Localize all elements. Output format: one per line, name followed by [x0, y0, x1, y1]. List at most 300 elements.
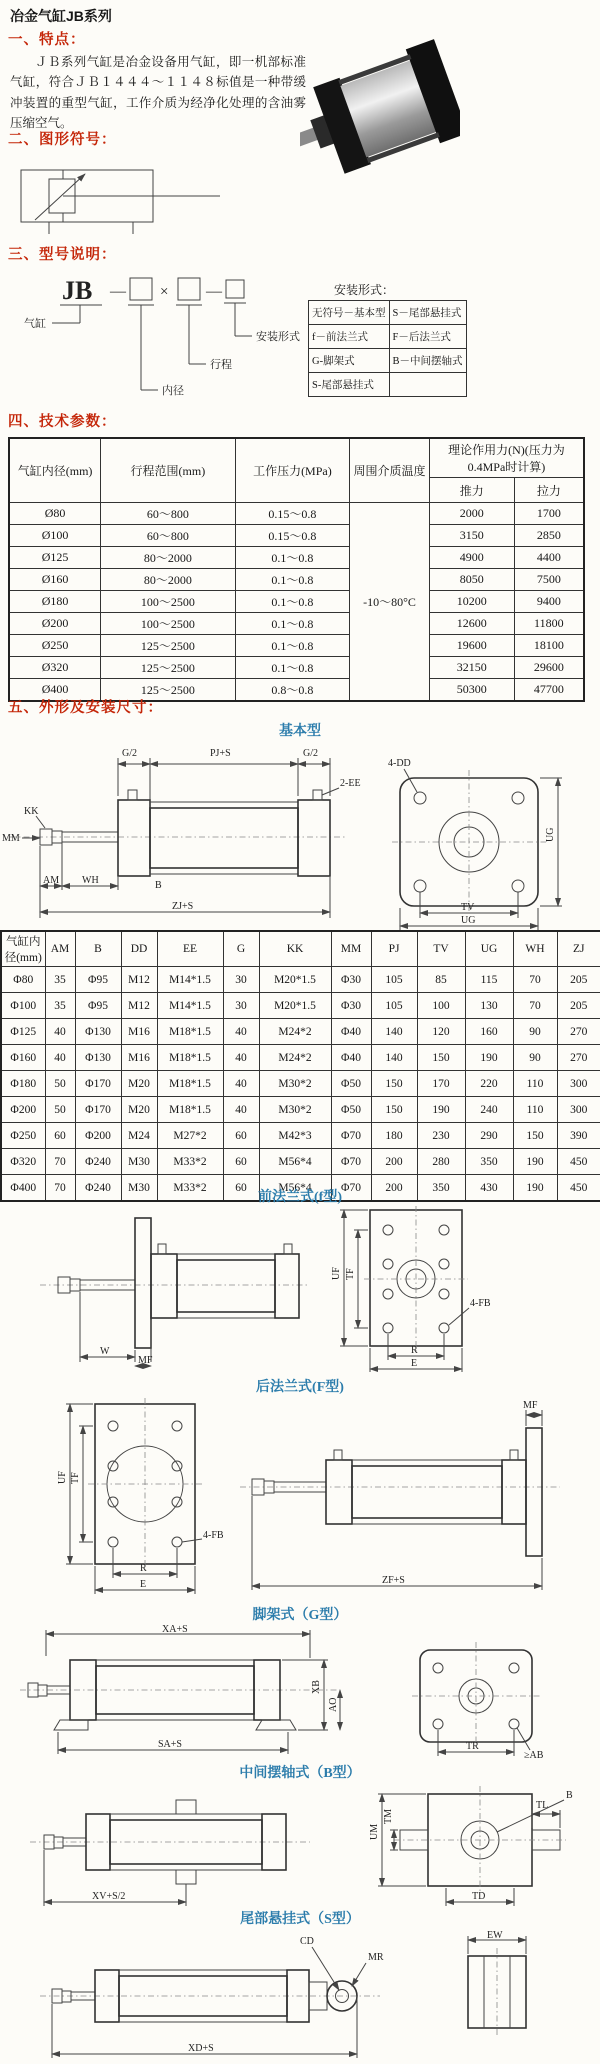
table-cell: 无符号－基本型	[309, 301, 390, 325]
table-cell: 0.1～0.8	[235, 569, 350, 591]
table-cell: 205	[557, 993, 600, 1019]
dim-uf: UF	[57, 1471, 68, 1484]
table-cell: 60	[223, 1123, 259, 1149]
table-cell: Φ50	[331, 1071, 371, 1097]
dim-tl: TL	[536, 1800, 549, 1811]
label-bore: 内径	[162, 385, 184, 397]
table-cell: 47700	[514, 679, 584, 702]
table-cell: Ø80	[9, 503, 101, 525]
table-cell: 2000	[429, 503, 514, 525]
col-header: WH	[513, 931, 557, 967]
table-cell: Φ180	[1, 1071, 45, 1097]
table-cell: 150	[371, 1071, 417, 1097]
table-cell: M16	[121, 1019, 157, 1045]
table-cell: Φ40	[331, 1045, 371, 1071]
tech-header-row	[9, 438, 584, 478]
dim-w: W	[100, 1346, 110, 1357]
table-cell: M18*1.5	[157, 1019, 223, 1045]
dim-ug-side: UG	[545, 827, 556, 842]
table-cell: Φ30	[331, 993, 371, 1019]
clevis-drawing	[0, 1930, 600, 2064]
col-header-bore: 气缸内径(mm)	[9, 438, 101, 503]
table-cell: M18*1.5	[157, 1097, 223, 1123]
table-cell: 300	[557, 1071, 600, 1097]
table-cell: 80～2000	[101, 547, 235, 569]
dim-xb: XB	[311, 1680, 322, 1694]
table-cell: Φ250	[1, 1123, 45, 1149]
section-heading-tech: 四、技术参数：	[8, 414, 117, 430]
table-cell: Φ30	[331, 967, 371, 993]
table-cell: 130	[465, 993, 513, 1019]
table-cell: 40	[45, 1045, 75, 1071]
col-header: ZJ	[557, 931, 600, 967]
table-row	[309, 301, 467, 325]
dim-ug-bottom: UG	[461, 915, 476, 926]
page-title: 冶金气缸JB系列	[10, 8, 112, 24]
table-cell: 60	[223, 1175, 259, 1202]
dim-mm: MM	[2, 833, 20, 844]
table-row	[9, 503, 584, 525]
table-cell: 0.15～0.8	[235, 525, 350, 547]
mount-table-title: 安装形式：	[334, 283, 395, 297]
table-cell: 200	[371, 1149, 417, 1175]
table-cell: Φ320	[1, 1149, 45, 1175]
table-cell: Φ200	[75, 1123, 121, 1149]
table-cell: 115	[465, 967, 513, 993]
table-cell: 90	[513, 1045, 557, 1071]
table-cell: 32150	[429, 657, 514, 679]
dim-tm: TM	[383, 1809, 394, 1824]
dim-xd-s: XD+S	[188, 2043, 214, 2054]
table-row	[1, 1123, 600, 1149]
table-cell: 110	[513, 1097, 557, 1123]
table-cell: 2850	[514, 525, 584, 547]
table-cell: 0.1～0.8	[235, 591, 350, 613]
table-cell: 205	[557, 967, 600, 993]
drawing-heading-clevis: 尾部悬挂式（S型）	[240, 1912, 360, 1927]
table-row	[309, 349, 467, 373]
table-cell: Φ100	[1, 993, 45, 1019]
trunnion-drawing	[0, 1784, 600, 1915]
table-cell: 1700	[514, 503, 584, 525]
table-cell: Φ80	[1, 967, 45, 993]
table-cell: 12600	[429, 613, 514, 635]
table-cell: M24	[121, 1123, 157, 1149]
table-cell: 290	[465, 1123, 513, 1149]
table-cell: 70	[45, 1149, 75, 1175]
table-cell: 120	[417, 1019, 465, 1045]
table-cell: Ø200	[9, 613, 101, 635]
table-cell: 10200	[429, 591, 514, 613]
table-cell: 125～2500	[101, 679, 235, 702]
dim-mf: MF	[138, 1355, 153, 1366]
dim-r: R	[411, 1345, 418, 1356]
basic-drawing-graphic	[0, 742, 600, 930]
dim-wh: WH	[82, 875, 99, 886]
col-header: EE	[157, 931, 223, 967]
table-cell: 90	[513, 1019, 557, 1045]
table-cell: 40	[223, 1019, 259, 1045]
table-cell: M12	[121, 993, 157, 1019]
dim-g2-left: G/2	[122, 748, 137, 759]
table-cell: M33*2	[157, 1175, 223, 1202]
foot-mount-graphic	[0, 1624, 600, 1762]
front-flange-graphic	[0, 1206, 600, 1374]
col-header: MM	[331, 931, 371, 967]
dim-mf: MF	[523, 1400, 538, 1411]
table-cell: M16	[121, 1045, 157, 1071]
table-cell: 30	[223, 993, 259, 1019]
table-row	[1, 967, 600, 993]
table-cell: 170	[417, 1071, 465, 1097]
table-cell: Φ70	[331, 1149, 371, 1175]
table-cell: 140	[371, 1019, 417, 1045]
table-cell: Ø160	[9, 569, 101, 591]
table-cell: 0.1～0.8	[235, 657, 350, 679]
dim-tf: TF	[345, 1268, 356, 1280]
table-cell: 40	[45, 1019, 75, 1045]
table-cell: 0.8～0.8	[235, 679, 350, 702]
table-cell: 450	[557, 1175, 600, 1202]
table-cell: Φ240	[75, 1175, 121, 1202]
drawing-heading-basic: 基本型	[279, 724, 321, 739]
table-cell: 70	[513, 967, 557, 993]
table-cell: 180	[371, 1123, 417, 1149]
features-paragraph: ＪＢ系列气缸是冶金设备用气缸，即一机部标准气缸，符合ＪＢ１４４４～１１４８标值是一种带缓冲装置的重型气缸，工作介质为经净化处理的含油雾压缩空气。	[10, 55, 306, 130]
table-row	[1, 1097, 600, 1123]
table-cell: 350	[465, 1149, 513, 1175]
dim-2ee: 2-EE	[340, 778, 361, 789]
table-cell: 270	[557, 1045, 600, 1071]
dim-ab: ≥AB	[524, 1750, 544, 1761]
table-cell	[389, 373, 466, 397]
dim-tv: TV	[461, 902, 475, 913]
table-cell: Φ130	[75, 1019, 121, 1045]
table-row	[9, 613, 584, 635]
table-cell: 125～2500	[101, 657, 235, 679]
table-cell: Φ130	[75, 1045, 121, 1071]
drawing-heading-trunnion: 中间摆轴式（B型）	[239, 1766, 361, 1781]
table-cell: 0.1～0.8	[235, 613, 350, 635]
mount-type-table	[308, 300, 467, 397]
table-cell: G-脚架式	[309, 349, 390, 373]
table-cell: B－中间摆轴式	[389, 349, 466, 373]
dims-header-row	[1, 931, 600, 967]
table-cell: 40	[223, 1045, 259, 1071]
table-row	[1, 1019, 600, 1045]
table-cell: 100	[417, 993, 465, 1019]
table-cell: 450	[557, 1149, 600, 1175]
table-row	[1, 993, 600, 1019]
rear-flange-graphic	[0, 1398, 600, 1603]
table-cell: Ø320	[9, 657, 101, 679]
table-cell: 50300	[429, 679, 514, 702]
table-cell: 18100	[514, 635, 584, 657]
table-cell: 50	[45, 1097, 75, 1123]
table-cell: 9400	[514, 591, 584, 613]
dim-kk: KK	[24, 806, 39, 817]
tech-params-table	[8, 437, 585, 702]
table-cell: 200	[371, 1175, 417, 1202]
table-cell: M14*1.5	[157, 993, 223, 1019]
front-flange-drawing	[0, 1206, 600, 1379]
dim-tf: TF	[70, 1472, 81, 1484]
drawing-heading-rear-flange: 后法兰式(F型)	[256, 1380, 344, 1395]
basic-type-drawing	[0, 742, 600, 935]
table-cell: 8050	[429, 569, 514, 591]
table-cell: 240	[465, 1097, 513, 1123]
table-cell: 35	[45, 967, 75, 993]
foot-mount-drawing	[0, 1624, 600, 1767]
table-cell: 150	[371, 1097, 417, 1123]
label-stroke: 行程	[210, 359, 232, 371]
table-cell: M20*1.5	[259, 967, 331, 993]
table-cell: M30*2	[259, 1097, 331, 1123]
dim-b: B	[566, 1790, 573, 1801]
table-cell: Φ40	[331, 1019, 371, 1045]
dim-um: UM	[369, 1823, 380, 1840]
table-cell: 190	[513, 1175, 557, 1202]
section-heading-symbol: 二、图形符号：	[8, 132, 117, 148]
table-cell: -10～80°C	[350, 503, 430, 702]
table-cell: M18*1.5	[157, 1071, 223, 1097]
table-cell: Φ70	[331, 1175, 371, 1202]
table-cell: 110	[513, 1071, 557, 1097]
label-cylinder: 气缸	[24, 318, 46, 330]
table-cell: Φ50	[331, 1097, 371, 1123]
dim-4fb: 4-FB	[203, 1530, 224, 1541]
table-cell: Ø100	[9, 525, 101, 547]
table-cell: 150	[513, 1123, 557, 1149]
table-cell: M20	[121, 1071, 157, 1097]
table-cell: 105	[371, 993, 417, 1019]
table-cell: Φ170	[75, 1097, 121, 1123]
table-cell: 100～2500	[101, 591, 235, 613]
col-header: TV	[417, 931, 465, 967]
table-cell: 60	[45, 1123, 75, 1149]
table-cell: 0.1～0.8	[235, 547, 350, 569]
table-cell: M18*1.5	[157, 1045, 223, 1071]
table-cell: 4400	[514, 547, 584, 569]
table-cell: Ø180	[9, 591, 101, 613]
dim-ew: EW	[487, 1930, 503, 1941]
table-cell: 60	[223, 1149, 259, 1175]
symbol-graphic	[15, 162, 225, 238]
col-header-pressure: 工作压力(MPa)	[235, 438, 350, 503]
dim-zf-s: ZF+S	[382, 1575, 405, 1586]
table-cell: 190	[465, 1045, 513, 1071]
section-heading-model: 三、型号说明：	[8, 247, 117, 263]
model-diagram-graphic	[22, 268, 312, 406]
table-cell: M20	[121, 1097, 157, 1123]
table-cell: 0.1～0.8	[235, 635, 350, 657]
table-cell: Φ95	[75, 967, 121, 993]
table-cell: 35	[45, 993, 75, 1019]
dim-td: TD	[472, 1891, 486, 1902]
table-cell: Ø400	[9, 679, 101, 702]
table-cell: 190	[513, 1149, 557, 1175]
table-cell: Ø250	[9, 635, 101, 657]
table-cell: 70	[45, 1175, 75, 1202]
table-cell: 70	[513, 993, 557, 1019]
table-cell: 190	[417, 1097, 465, 1123]
table-cell: 60～800	[101, 525, 235, 547]
col-header: 气缸内径(mm)	[1, 931, 45, 967]
table-cell: M56*4	[259, 1175, 331, 1202]
table-cell: Φ70	[331, 1123, 371, 1149]
table-cell: S－尾部悬挂式	[389, 301, 466, 325]
table-cell: M30	[121, 1175, 157, 1202]
table-cell: 29600	[514, 657, 584, 679]
col-header: AM	[45, 931, 75, 967]
table-row	[9, 657, 584, 679]
table-cell: M27*2	[157, 1123, 223, 1149]
table-cell: 280	[417, 1149, 465, 1175]
table-cell: 150	[417, 1045, 465, 1071]
table-cell: 85	[417, 967, 465, 993]
dimensions-table	[0, 930, 600, 1202]
label-mount: 安装形式	[256, 331, 300, 343]
table-row	[9, 547, 584, 569]
table-cell: 7500	[514, 569, 584, 591]
table-cell: Φ170	[75, 1071, 121, 1097]
col-header: G	[223, 931, 259, 967]
table-cell: M56*4	[259, 1149, 331, 1175]
table-cell: 19600	[429, 635, 514, 657]
table-cell: Ø125	[9, 547, 101, 569]
dim-r: R	[140, 1563, 147, 1574]
table-cell: M30*2	[259, 1071, 331, 1097]
table-cell: 270	[557, 1019, 600, 1045]
table-cell: 160	[465, 1019, 513, 1045]
dim-xv: XV+S/2	[92, 1891, 126, 1902]
table-cell: 230	[417, 1123, 465, 1149]
table-cell: Φ125	[1, 1019, 45, 1045]
dim-am: AM	[43, 875, 60, 886]
model-code-diagram	[22, 268, 312, 411]
table-row	[1, 1149, 600, 1175]
col-header: KK	[259, 931, 331, 967]
table-cell: 40	[223, 1071, 259, 1097]
table-cell: 350	[417, 1175, 465, 1202]
table-cell: M20*1.5	[259, 993, 331, 1019]
table-cell: Φ95	[75, 993, 121, 1019]
table-cell: 30	[223, 967, 259, 993]
dim-zj-s: ZJ+S	[172, 901, 194, 912]
dim-ao: AO	[328, 1697, 339, 1712]
table-row	[9, 591, 584, 613]
dim-sa-s: SA+S	[158, 1739, 182, 1750]
col-header-temp: 周围介质温度	[350, 438, 430, 503]
table-row	[1, 1045, 600, 1071]
col-header-force: 理论作用力(N)(压力为0.4MPa时计算)	[429, 438, 584, 478]
table-cell: 105	[371, 967, 417, 993]
cylinder-photo-graphic	[300, 38, 460, 188]
dim-uf: UF	[331, 1267, 342, 1280]
table-cell: M33*2	[157, 1149, 223, 1175]
times-sign: ×	[160, 284, 169, 300]
table-row	[9, 635, 584, 657]
col-header: PJ	[371, 931, 417, 967]
dash-1: —	[110, 283, 126, 300]
dim-cd: CD	[300, 1936, 314, 1947]
table-cell: 50	[45, 1071, 75, 1097]
col-header: B	[75, 931, 121, 967]
table-cell: 0.15～0.8	[235, 503, 350, 525]
dim-pj-s: PJ+S	[210, 748, 231, 759]
table-row	[309, 325, 467, 349]
table-cell: Φ400	[1, 1175, 45, 1202]
section-heading-dims: 五、外形及安装尺寸：	[8, 700, 163, 716]
dim-4fb: 4-FB	[470, 1298, 491, 1309]
table-cell: 220	[465, 1071, 513, 1097]
drawing-heading-front-flange: 前法兰式(f型)	[258, 1190, 342, 1205]
dim-e: E	[140, 1579, 147, 1590]
table-cell: M24*2	[259, 1019, 331, 1045]
table-cell: 40	[223, 1097, 259, 1123]
table-cell: 11800	[514, 613, 584, 635]
table-cell: 100～2500	[101, 613, 235, 635]
table-cell: 140	[371, 1045, 417, 1071]
table-cell: 3150	[429, 525, 514, 547]
clevis-graphic	[0, 1930, 600, 2062]
pneumatic-symbol-drawing	[15, 162, 225, 243]
drawing-heading-foot: 脚架式（G型）	[252, 1608, 348, 1623]
col-header: UG	[465, 931, 513, 967]
table-row	[9, 569, 584, 591]
dim-e: E	[411, 1358, 418, 1369]
col-header: DD	[121, 931, 157, 967]
trunnion-graphic	[0, 1784, 600, 1910]
table-cell: Φ160	[1, 1045, 45, 1071]
rear-flange-drawing	[0, 1398, 600, 1608]
table-cell: M24*2	[259, 1045, 331, 1071]
table-cell: M14*1.5	[157, 967, 223, 993]
dash-2: —	[206, 283, 222, 300]
col-header-stroke: 行程范围(mm)	[101, 438, 235, 503]
table-cell: S-尾部悬挂式	[309, 373, 390, 397]
table-cell: M12	[121, 967, 157, 993]
table-row	[309, 373, 467, 397]
model-code: JB	[62, 276, 93, 305]
product-photo	[300, 38, 460, 188]
table-cell: 80～2000	[101, 569, 235, 591]
col-header-pull: 拉力	[514, 478, 584, 503]
section-heading-features: 一、特点：	[8, 32, 86, 48]
dim-tr: TR	[466, 1741, 479, 1752]
table-cell: 390	[557, 1123, 600, 1149]
dim-g2-right: G/2	[303, 748, 318, 759]
table-row	[9, 525, 584, 547]
table-row	[1, 1071, 600, 1097]
table-cell: M42*3	[259, 1123, 331, 1149]
table-cell: 125～2500	[101, 635, 235, 657]
table-cell: 300	[557, 1097, 600, 1123]
dim-mr: MR	[368, 1952, 384, 1963]
table-cell: Φ240	[75, 1149, 121, 1175]
table-cell: Φ200	[1, 1097, 45, 1123]
table-cell: 430	[465, 1175, 513, 1202]
dim-xa-s: XA+S	[162, 1624, 188, 1635]
table-cell: 60～800	[101, 503, 235, 525]
table-cell: M30	[121, 1149, 157, 1175]
col-header-push: 推力	[429, 478, 514, 503]
dim-4dd: 4-DD	[388, 758, 411, 769]
table-cell: F－后法兰式	[389, 325, 466, 349]
dim-b: B	[155, 880, 162, 891]
table-cell: f－前法兰式	[309, 325, 390, 349]
table-cell: 4900	[429, 547, 514, 569]
